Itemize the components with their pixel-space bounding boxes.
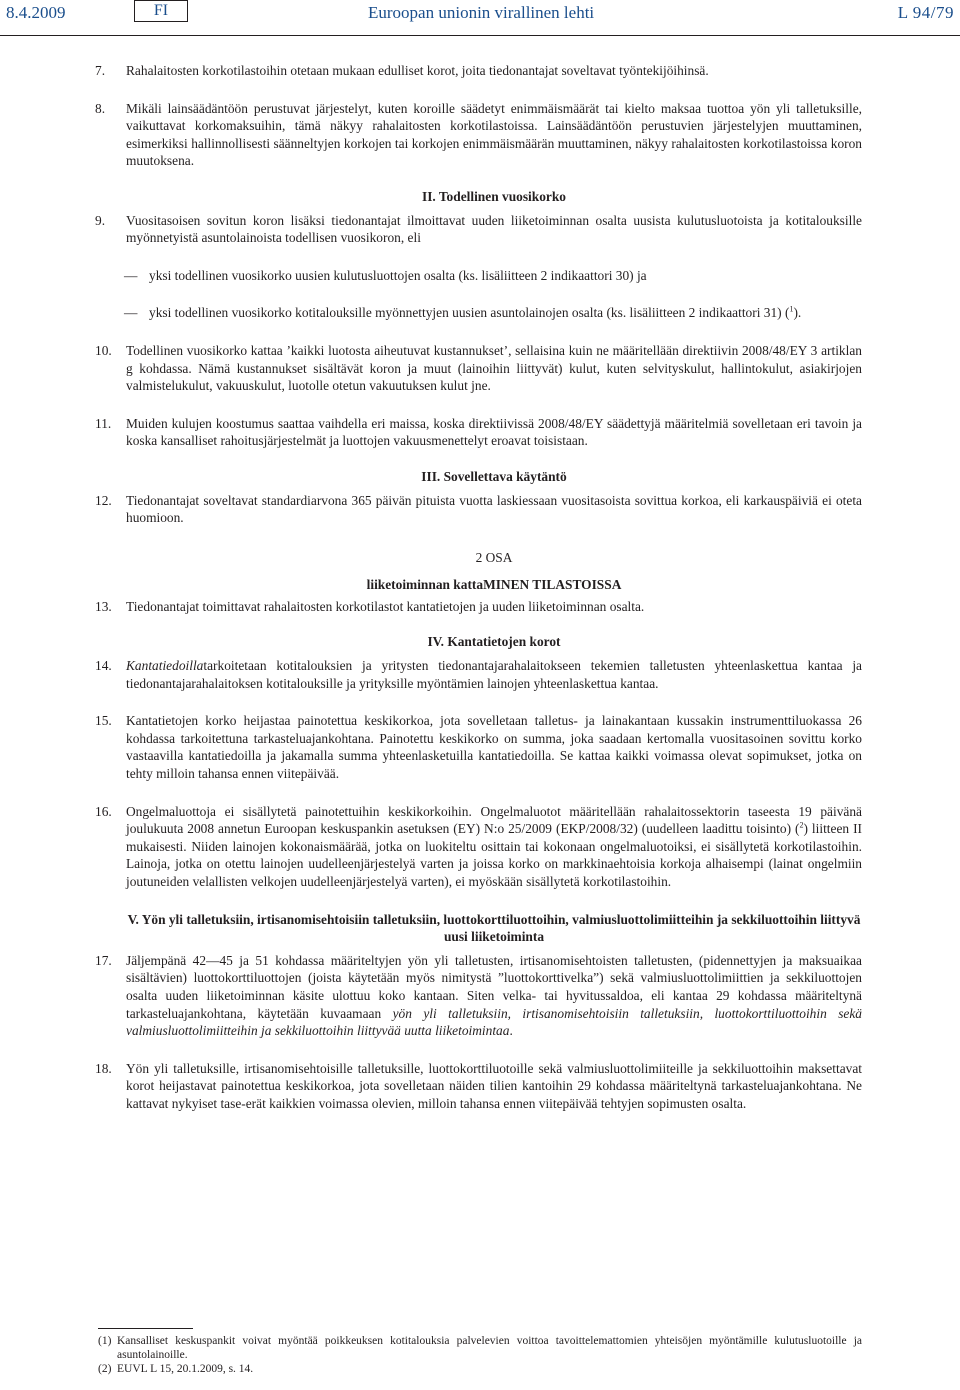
footnote-text: EUVL L 15, 20.1.2009, s. 14. — [117, 1363, 254, 1375]
paragraph-number: 13. — [95, 598, 112, 614]
paragraph-14 — [95, 657, 862, 692]
paragraph-text: Vuositasoisen sovitun koron lisäksi tiedonantajat ilmoittavat uuden liiketoiminnan osalta uusista kulutusluotoista ja kotitalouksille myönnetyistä asuntolainoista todellisen vuosikoron, eli — [126, 212, 862, 246]
paragraph-text: Rahalaitosten korkotilastoihin otetaan mukaan edulliset korot, joita tiedonantajat soveltavat työntekijöihinsä. — [126, 63, 709, 78]
paragraph-number: 14. — [95, 658, 112, 674]
section-heading-iii: III. Sovellettava käytäntö — [421, 468, 567, 484]
paragraph-11 — [95, 415, 862, 450]
paragraph-number: 11. — [95, 415, 112, 431]
footnote-ref[interactable]: 2 — [799, 820, 804, 830]
paragraph-text: Tiedonantajat soveltavat standardiarvona 365 päivän pituista vuotta laskiessaan vuositasoista sovittua korkoa, eli karkauspäiviä ei oteta huomioon. — [126, 492, 862, 526]
part-label: 2 OSA — [475, 549, 513, 565]
paragraph-number: 7. — [95, 63, 106, 78]
dash-marker: — — [124, 305, 138, 321]
paragraph-16: 16. Ongelmaluottoja ei sisällytetä painotettuihin keskikorkoihin. Ongelmaluotot määritellään rahalaitossektorin taseesta 19 päivänä joulukuuta 2008 annetun Euroopan keskuspankin asetuksen (EY) N:o 25/2009 (EKP/2008/32) (uudelleen laadittu toisinto) ($^2$) liitteen II mukaisesti. Niiden lainojen kokonaismäärää, jotka on luokiteltu osittain tai kokonaan ongelmaluotoiksi, ei sisällytetä korkotilastoihin. Lainoja, jotka on otettu lainojen uudelleenjärjestelyä varten ja joissa korko on markkinaehtoisia korkoja alhaisempi (lainat ongelmiin joutuneiden velallisten velkojen uudelleenjärjestelyä varten), ei myöskään sisällytetä korkotilastoihin. — [95, 803, 862, 889]
part-title: liiketoiminnan kattaMINEN TILASTOISSA — [366, 577, 622, 593]
paragraph-text: Yön yli talletuksille, irtisanomisehtoisille talletuksille, luottokorttiluotoille sekä valmiusluottolimiiteille ja sekkiluottoihin maksettavat korot heijastavat painotettua keskikorkoa, jota sovelletaan näiden tilien kantoihin 29 kohdassa määriteltynä tarkasteluajankohtana. Ne kattavat nykyiset tase-erät kaikkien voimassa olevien, milloin tahansa ennen viitepäivää tehtyjen sopimusten osalta. — [126, 1060, 862, 1111]
dash-item-2: — yksi todellinen vuosikorko kotitalouksille myönnettyjen uusien asuntolainojen osalta (ks. lisäliitteen 2 indikaattori 31) ($^1$). — [124, 304, 802, 321]
dash-text: yksi todellinen vuosikorko kotitalouksille myönnettyjen uusien asuntolainojen osalta (ks. lisäliitteen 2 indikaattori 31) — [149, 305, 782, 321]
footnotes — [0, 1328, 960, 1376]
paragraph-text: Ongelmaluottoja ei sisällytetä painotettuihin keskikorkoihin. Ongelmaluotot määritellään rahalaitossektorin taseesta 19 päivänä joulukuuta 2008 annetun Euroopan keskuspankin asetuksen (EY) N:o 25/2009 (EKP/2008/32) (uudelleen laadittu toisinto) — [126, 803, 862, 837]
document-body — [0, 62, 960, 1113]
paragraph-text: . — [509, 1023, 513, 1039]
paragraph-13 — [95, 598, 862, 616]
paragraph-9 — [95, 212, 862, 247]
footnote-text: Kansalliset keskuspankit voivat myöntää poikkeuksen kotitalouksia palvelevien voittoa tavoittelemattomien yhteisöjen myöntämille kulutusluotoille ja asuntolainoille. — [117, 1335, 862, 1361]
paragraph-text: Mikäli lainsäädäntöön perustuvat järjestelyt, kuten koroille säädetyt enimmäismäärät tai kielto maksaa tuottoa yön yli talletuksille, vaikuttavat korkomaksuihin, tämä näkyy rahalaitosten korkotilastoissa. Lainsäädäntöön perustuvien järjestelyjen muuttaminen, esimerkiksi hallinnollisesti säänneltyjen korkojen tai korkojen enimmäismäärän muuttaminen, näkyy rahalaitosten korkotilastoissa koron muutoksena. — [126, 100, 862, 169]
paragraph-text: Jäljempänä 42—45 ja 51 kohdassa määriteltyjen yön yli talletusten, irtisanomisehtoisten talletusten, (pidennettyjen ja maksuaikaa sisältävien) luottokorttiluottojen (joista käytetään myös nimitystä ”luottokorttivelka”) sekä valmiusluottolimiittien ja sekkiluottojen osalta uuden liiketoiminnan käsite ulottuu koko kantaan. Siten velka- tai hyvitussaldoa, eli kantaa 29 kohdassa määriteltynä tarkasteluajankohtana, käytetään kuvaamaan — [126, 952, 862, 1021]
paragraph-text: tarkoitetaan kotitalouksien ja yritysten tiedonantajarahalaitokseen tekemien talletusten yhteenlaskettua kantaa ja tiedonantajarahalaitoksen kotitalouksille ja yrityksille myöntämien lainojen yhteenlaskettua kantaa. — [126, 658, 862, 691]
paragraph-15 — [95, 712, 862, 782]
dash-marker: — — [124, 267, 138, 283]
section-heading-iv: IV. Kantatietojen korot — [427, 634, 561, 650]
paragraph-12 — [95, 492, 862, 527]
paragraph-text: Tiedonantajat toimittavat rahalaitosten korkotilastot kantatietojen ja uuden liiketoiminnan osalta. — [126, 598, 645, 614]
paragraph-number: 16. — [95, 803, 112, 819]
footnote-ref[interactable]: 1 — [789, 304, 794, 314]
paragraph-number: 15. — [95, 713, 112, 729]
paragraph-8 — [95, 100, 862, 170]
paragraph-number: 18. — [95, 1060, 112, 1076]
paragraph-text: liitteen II mukaisesti. Niiden lainojen kokonaismäärää, jotka on luokiteltu osittain tai kokonaan ongelmaluotoiksi, ei sisällytetä korkotilastoihin. Lainoja, jotka on otettu lainojen uudelleenjärjestelyä varten ja joissa korko on markkinaehtoisia korkoja alhaisempi (lainat ongelmiin joutuneiden velallisten velkojen uudelleenjärjestelyä varten), ei myöskään sisällytetä korkotilastoihin. — [126, 821, 862, 889]
page-header — [0, 0, 960, 36]
header-rule — [0, 35, 960, 36]
dash-item-1 — [124, 267, 862, 285]
dash-text: yksi todellinen vuosikorko uusien kulutusluottojen osalta (ks. lisäliitteen 2 indikaattori 30) ja — [149, 267, 647, 283]
paragraph-10 — [95, 342, 862, 395]
footnote-2 — [98, 1362, 862, 1376]
defined-term: Kantatiedoilla — [126, 658, 204, 674]
footnote-mark: (2) — [98, 1363, 112, 1375]
paragraph-18 — [95, 1060, 862, 1113]
paragraph-17 — [95, 952, 862, 1040]
paragraph-number: 8. — [95, 100, 106, 116]
footnote-mark: (1) — [98, 1335, 112, 1347]
italic-text: yön yli talletuksiin, irtisanomisehtoisiin talletuksiin, luottokorttiluottoihin sekä valmiusluottolimiitteihin ja sekkiluottoihin liittyvää uutta liiketoimintaa — [126, 1005, 862, 1039]
paragraph-number: 12. — [95, 492, 112, 508]
paragraph-text: Muiden kulujen koostumus saattaa vaihdella eri maissa, koska direktiivissä 2008/48/EY säädettyjä määritelmiä sovelletaan eri tavoin ja koska kansalliset rahoitusjärjestelmät ja luottojen vakuusmenettelyt eroavat toisistaan. — [126, 415, 862, 449]
paragraph-number: 9. — [95, 212, 106, 228]
paragraph-number: 17. — [95, 952, 112, 968]
footnote-1 — [98, 1334, 862, 1362]
language-box: FI — [134, 0, 188, 22]
header-date: 8.4.2009 — [6, 3, 66, 22]
paragraph-text: Kantatietojen korko heijastaa painotettua keskikorkoa, jota sovelletaan talletus- ja lainakantaan kussakin instrumenttiluokassa 26 kohdassa tarkoitettuna tarkasteluajankohtana. Painotettu keskikorko on summa, joka saadaan kertomalla vuositasoinen sovittu korko vastaavilla kantatiedoilla ja jakamalla summa yhteenlasketuilla kantatiedoilla. Se kattaa kaikki voimassa olevat sopimukset, jotka on tehty milloin tahansa ennen viitepäivää. — [126, 713, 862, 782]
paragraph-7 — [95, 62, 862, 80]
journal-title: Euroopan unionin virallinen lehti — [368, 3, 595, 22]
section-heading-ii: II. Todellinen vuosikorko — [421, 188, 566, 204]
paragraph-number: 10. — [95, 342, 112, 358]
paragraph-text: Todellinen vuosikorko kattaa ’kaikki luotosta aiheutuvat kustannukset’, sellaisina kuin ne määritellään direktiivin 2008/48/EY 3 artiklan g kohdassa. Nämä kustannukset sisältävät koron ja muut (lainoihin liittyvät) kulut, kuten selvityskulut, hallintokulut, asiakirjojen valmistelukulut, vakuuskulut, luotolle otetun vakuutuksen kulut jne. — [126, 342, 862, 394]
section-heading-v: V. Yön yli talletuksiin, irtisanomisehtoisiin talletuksiin, luottokorttiluottoihin, valmiusluottolimiitteihin ja sekkiluottoihin liittyvä uusi liiketoiminta — [127, 911, 861, 945]
page-number: L 94/79 — [897, 3, 954, 22]
